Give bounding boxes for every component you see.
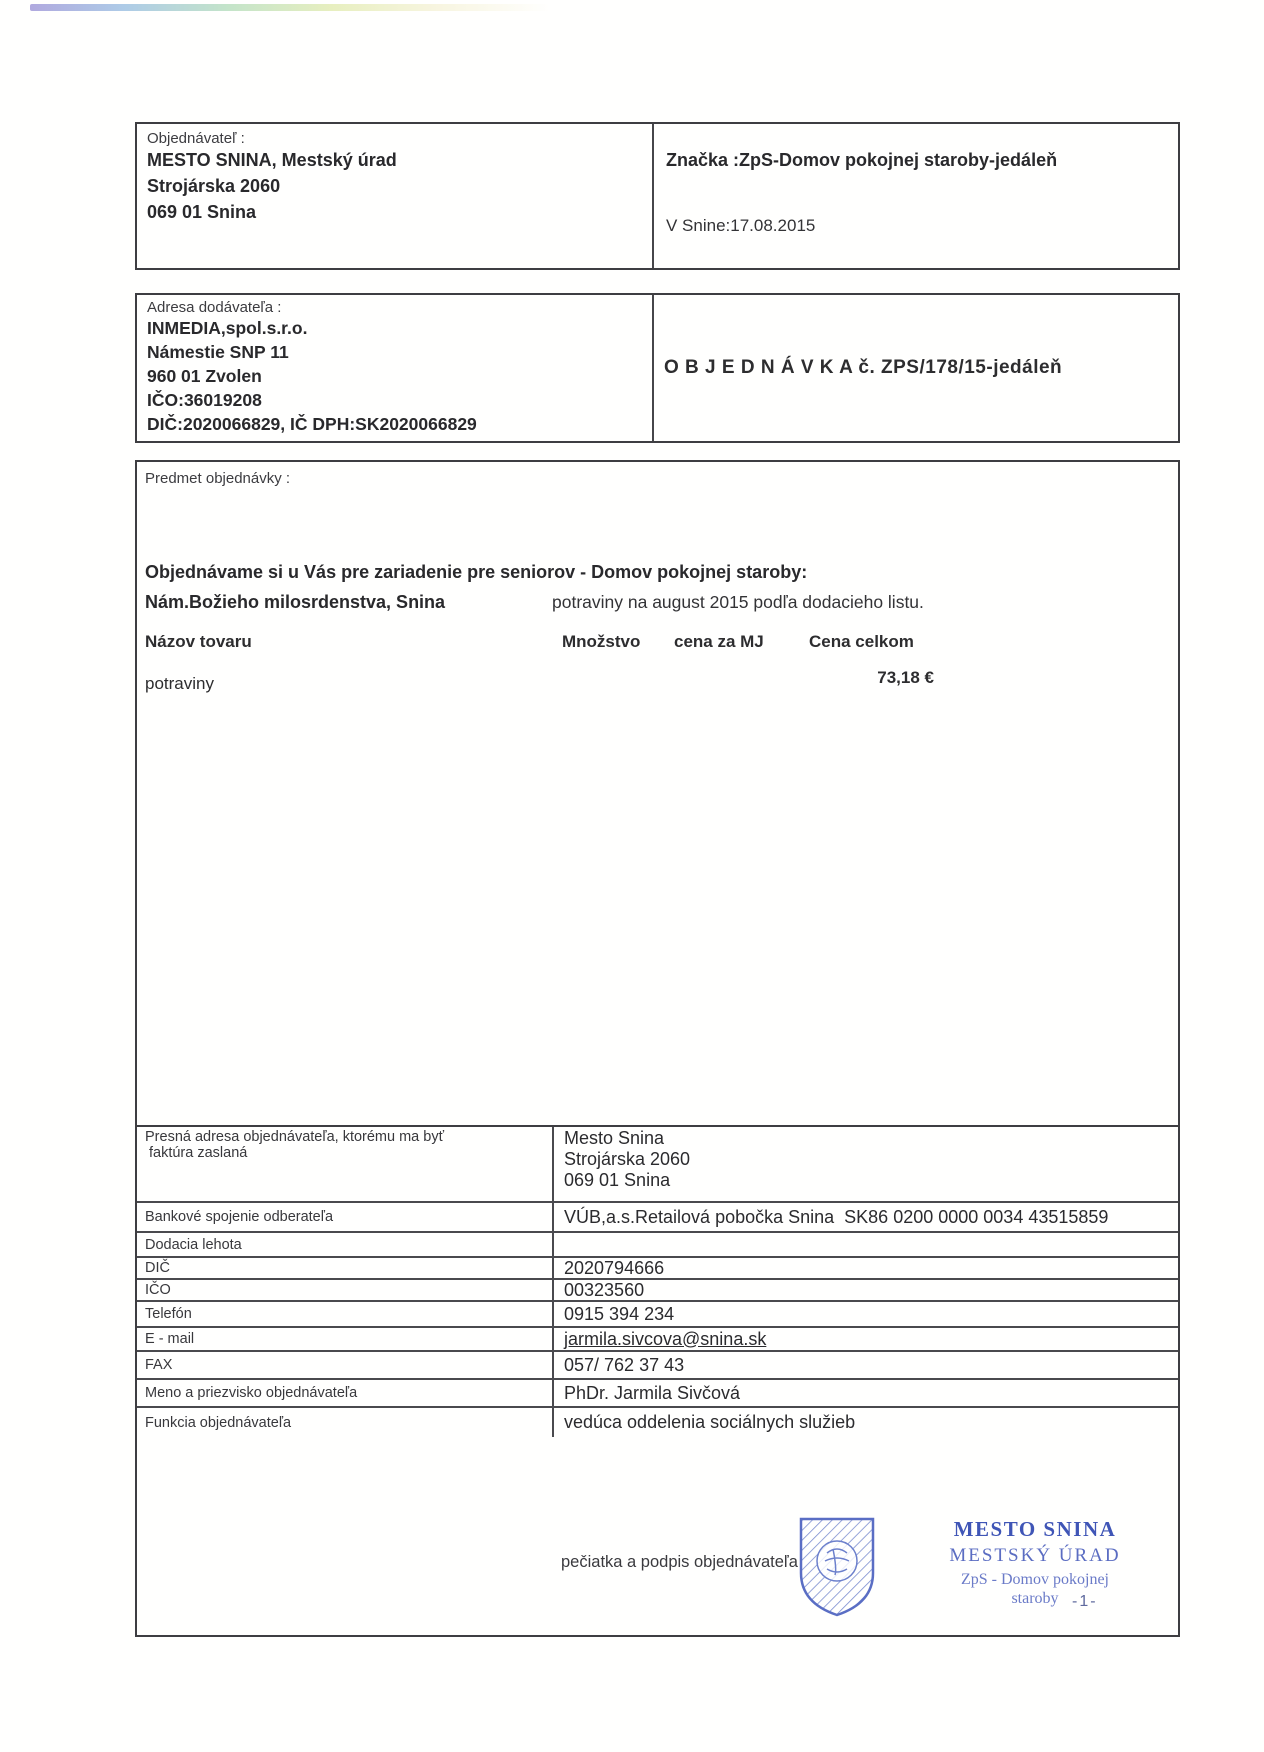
row-label: Dodacia lehota [137, 1233, 554, 1256]
row-label: Meno a priezvisko objednávateľa [137, 1380, 554, 1406]
table-row [137, 1280, 1178, 1302]
row-value: 2020794666 [564, 1257, 665, 1278]
scanner-artifact-stripe [30, 4, 550, 11]
column-header-quantity: Množstvo [562, 632, 641, 651]
row-value: Mesto Snina Strojárska 2060 069 01 Snina [564, 1128, 691, 1190]
row-value: 057/ 762 37 43 [564, 1354, 685, 1375]
table-row [137, 1352, 1178, 1380]
supplier-box [135, 293, 1180, 443]
row-value-email: jarmila.sivcova@snina.sk [564, 1328, 767, 1349]
reference-cell [656, 124, 1178, 268]
row-label: DIČ [137, 1258, 554, 1278]
row-label: Funkcia objednávateľa [137, 1408, 554, 1437]
page-number: -1- [1072, 1593, 1098, 1610]
signature-box [135, 1437, 1180, 1637]
table-row [137, 1233, 1178, 1258]
row-value: 0915 394 234 [564, 1303, 675, 1324]
subject-intro-line2-left: Nám.Božieho milosrdenstva, Snina [145, 592, 446, 612]
row-value: VÚB,a.s.Retailová pobočka Snina SK86 0200 0000 0034 43515859 [564, 1206, 1109, 1227]
subject-intro-line2-right: potraviny na august 2015 podľa dodacieho listu. [552, 592, 924, 612]
table-row [137, 1302, 1178, 1328]
stamp-facility-line1: ZpS - Domov pokojnej [961, 1571, 1109, 1588]
place-and-date: V Snine:17.08.2015 [666, 216, 816, 235]
stamp-city-name: MESTO SNINA [953, 1517, 1117, 1541]
row-value [554, 1233, 1178, 1256]
table-row [137, 1408, 1178, 1437]
column-header-unit-price: cena za MJ [674, 632, 764, 651]
orderer-label: Objednávateľ : [147, 130, 245, 147]
row-value: vedúca oddelenia sociálnych služieb [564, 1412, 856, 1432]
orderer-details-table [135, 1125, 1180, 1439]
stamp-and-signature-caption: pečiatka a podpis objednávateľa [561, 1553, 798, 1571]
supplier-label: Adresa dodávateľa : [147, 299, 282, 316]
city-stamp [797, 1511, 1187, 1641]
order-number-title: O B J E D N Á V K A č. ZPS/178/15-jedáleň [664, 357, 1063, 378]
table-row [137, 1380, 1178, 1408]
orderer-city: 069 01 Snina [147, 202, 257, 222]
orderer-name: MESTO SNINA, Mestský úrad [147, 150, 397, 170]
stamp-office-name: MESTSKÝ ÚRAD [949, 1545, 1121, 1566]
subject-intro-line1: Objednávame si u Vás pre zariadenie pre seniorov - Domov pokojnej staroby: [145, 562, 808, 582]
orderer-box [135, 122, 1180, 270]
table-row [137, 1258, 1178, 1280]
supplier-dic: DIČ:2020066829, IČ DPH:SK2020066829 [147, 414, 477, 434]
orderer-cell [137, 124, 654, 268]
supplier-ico: IČO:36019208 [147, 390, 262, 410]
row-label: Bankové spojenie odberateľa [137, 1203, 554, 1231]
stamp-text [885, 1517, 1185, 1608]
item-name: potraviny [145, 674, 214, 693]
row-label: E - mail [137, 1328, 554, 1350]
reference-number: Značka :ZpS-Domov pokojnej staroby-jedáleň [666, 150, 1058, 170]
order-subject-box [135, 460, 1180, 1125]
item-total-price: 73,18 € [877, 668, 934, 687]
order-number-cell [656, 295, 1178, 441]
row-value: PhDr. Jarmila Sivčová [564, 1382, 741, 1403]
supplier-cell [137, 295, 654, 441]
row-label: FAX [137, 1352, 554, 1378]
supplier-street: Námestie SNP 11 [147, 342, 289, 362]
stamp-facility-line2: staroby [1011, 1590, 1059, 1607]
row-label: IČO [137, 1280, 554, 1300]
supplier-city: 960 01 Zvolen [147, 366, 262, 386]
orderer-street: Strojárska 2060 [147, 176, 281, 196]
subject-label: Predmet objednávky : [145, 470, 291, 487]
row-label: Presná adresa objednávateľa, ktorému ma byť faktúra zaslaná [137, 1127, 554, 1201]
supplier-name: INMEDIA,spol.s.r.o. [147, 318, 308, 338]
table-row [137, 1328, 1178, 1352]
table-row [137, 1203, 1178, 1233]
column-header-item-name: Názov tovaru [145, 632, 252, 651]
column-header-total-price: Cena celkom [809, 632, 914, 651]
table-row [137, 1127, 1178, 1203]
row-value: 00323560 [564, 1279, 645, 1300]
row-label: Telefón [137, 1302, 554, 1326]
city-coat-of-arms-icon [797, 1515, 877, 1619]
